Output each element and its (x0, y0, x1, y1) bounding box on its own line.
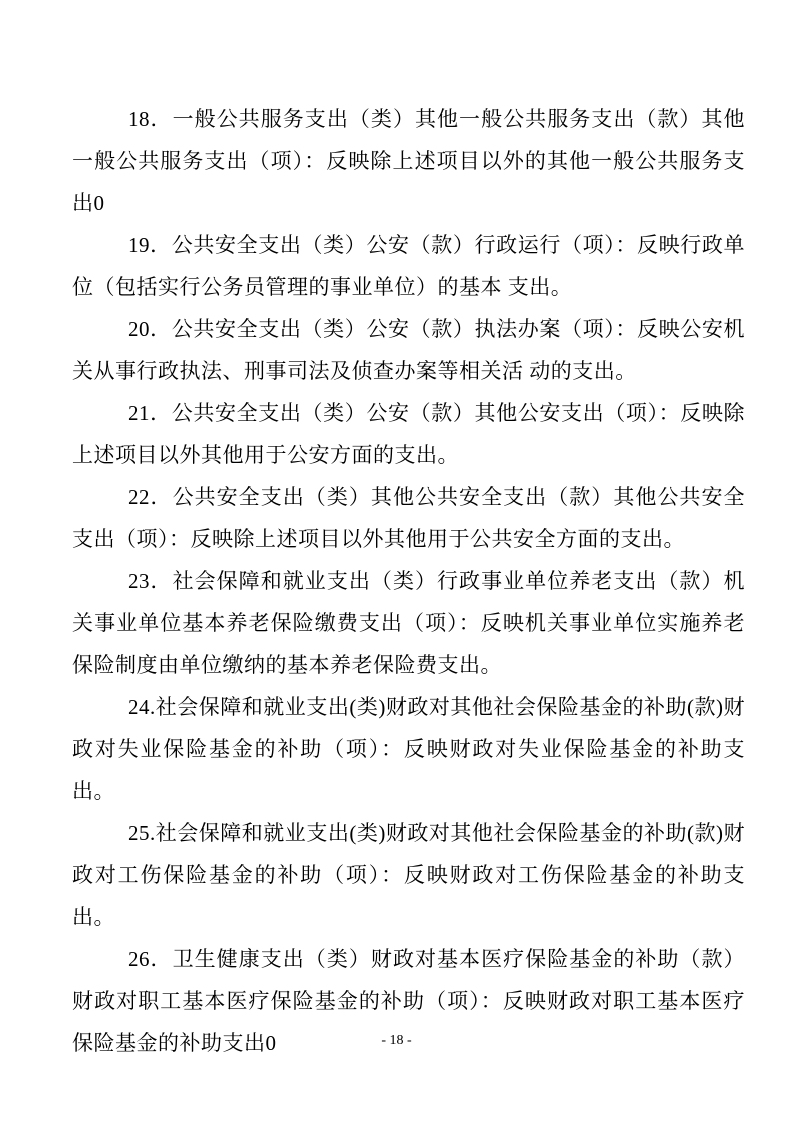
document-body (72, 98, 745, 1064)
paragraph: 22．公共安全支出（类）其他公共安全支出（款）其他公共安全支出（项）：反映除上述项目以外其他用于公共安全方面的支出。 (72, 485, 745, 551)
paragraph: 20．公共安全支出（类）公安（款）执法办案（项）：反映公安机关从事行政执法、刑事司法及侦查办案等相关活 动的支出。 (72, 317, 745, 383)
paragraph: 19．公共安全支出（类）公安（款）行政运行（项）：反映行政单位（包括实行公务员管理的事业单位）的基本 支出。 (72, 233, 745, 299)
paragraph: 25.社会保障和就业支出(类)财政对其他社会保险基金的补助(款)财政对工伤保险基金的补助（项）：反映财政对工伤保险基金的补助支出。 (72, 821, 745, 929)
page-number: - 18 - (381, 1033, 412, 1048)
paragraph: 18．一般公共服务支出（类）其他一般公共服务支出（款）其他一般公共服务支出（项）：反映除上述项目以外的其他一般公共服务支出0 (72, 107, 745, 215)
paragraph: 21．公共安全支出（类）公安（款）其他公安支出（项）：反映除上述项目以外其他用于公安方面的支出。 (72, 401, 745, 467)
paragraph: 24.社会保障和就业支出(类)财政对其他社会保险基金的补助(款)财政对失业保险基金的补助（项）：反映财政对失业保险基金的补助支出。 (72, 695, 745, 803)
paragraph: 23．社会保障和就业支出（类）行政事业单位养老支出（款）机关事业单位基本养老保险缴费支出（项）：反映机关事业单位实施养老保险制度由单位缴纳的基本养老保险费支出。 (72, 569, 745, 677)
paragraph: 26．卫生健康支出（类）财政对基本医疗保险基金的补助（款）财政对职工基本医疗保险基金的补助（项）：反映财政对职工基本医疗保险基金的补助支出0 (72, 947, 745, 1055)
